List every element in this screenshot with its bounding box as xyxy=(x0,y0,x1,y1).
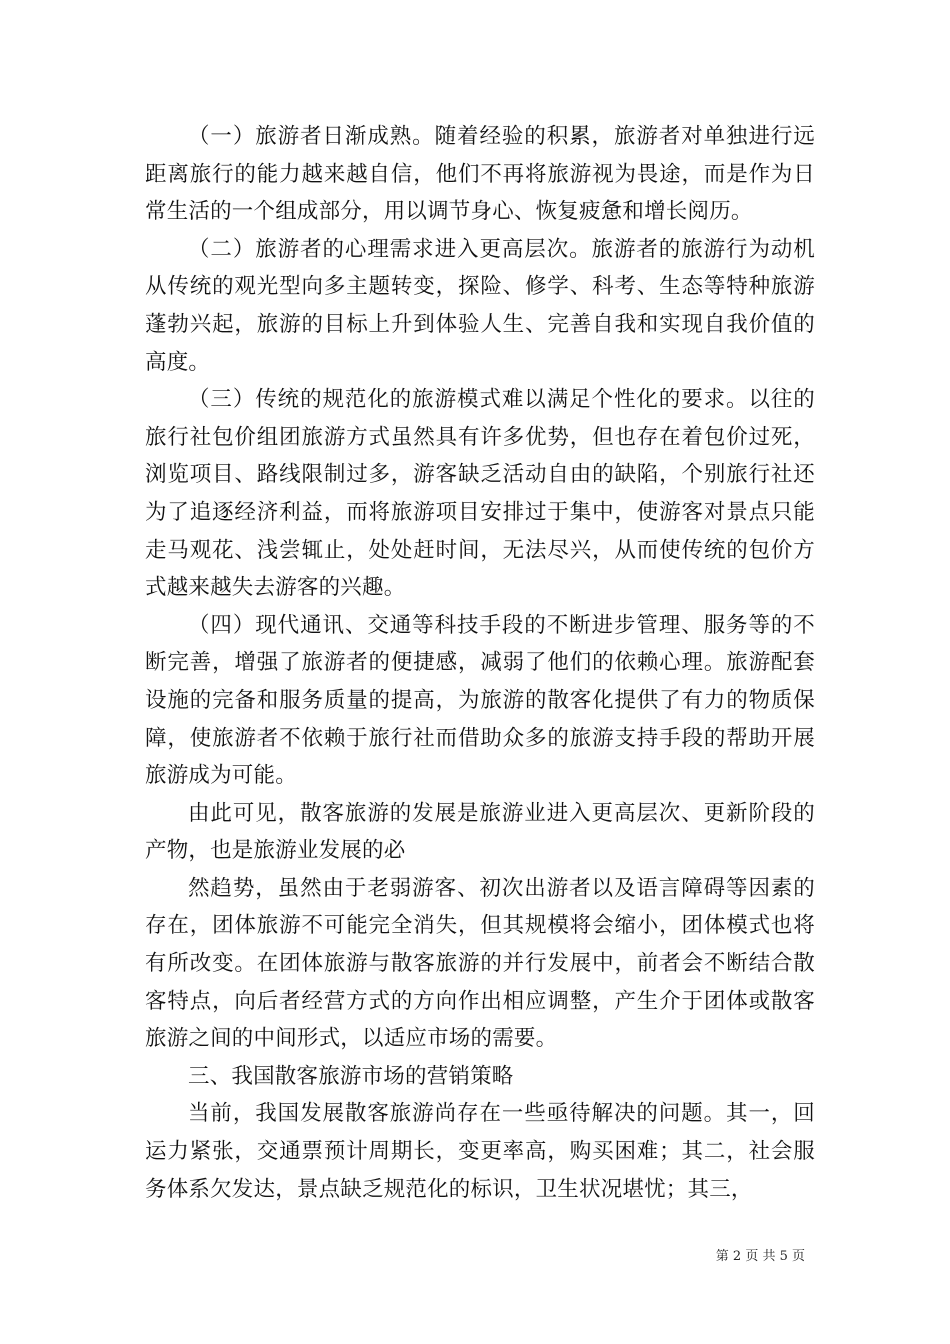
paragraph-8: 当前，我国发展散客旅游尚存在一些亟待解决的问题。其一，回运力紧张，交通票预计周期长，变更率高，购买困难；其二，社会服务体系欠发达，景点缺乏规范化的标识，卫生状况堪忧；其三， xyxy=(145,1101,815,1202)
paragraph-2: （二）旅游者的心理需求进入更高层次。旅游者的旅游行为动机从传统的观光型向多主题转变，探险、修学、科考、生态等特种旅游蓬勃兴起，旅游的目标上升到体验人生、完善自我和实现自我价值的高度。 xyxy=(145,236,815,375)
paragraph-5: 由此可见，散客旅游的发展是旅游业进入更高层次、更新阶段的产物，也是旅游业发展的必 xyxy=(145,800,815,864)
page-number-footer: 第 2 页 共 5 页 xyxy=(715,1249,805,1264)
paragraph-3: （三）传统的规范化的旅游模式难以满足个性化的要求。以往的旅行社包价组团旅游方式虽然具有许多优势，但也存在着包价过死，浏览项目、路线限制过多，游客缺乏活动自由的缺陷，个别旅行社还为了追逐经济利益，而将旅游项目安排过于集中，使游客对景点只能走马观花、浅尝辄止，处处赶时间，无法尽兴，从而使传统的包价方式越来越失去游客的兴趣。 xyxy=(145,387,815,601)
section-heading: 三、我国散客旅游市场的营销策略 xyxy=(188,1063,514,1089)
paragraph-1: （一）旅游者日渐成熟。随着经验的积累，旅游者对单独进行远距离旅行的能力越来越自信，他们不再将旅游视为畏途，而是作为日常生活的一个组成部分，用以调节身心、恢复疲惫和增长阅历。 xyxy=(145,124,815,225)
paragraph-4: （四）现代通讯、交通等科技手段的不断进步管理、服务等的不断完善，增强了旅游者的便捷感，减弱了他们的依赖心理。旅游配套设施的完备和服务质量的提高，为旅游的散客化提供了有力的物质保障，使旅游者不依赖于旅行社而借助众多的旅游支持手段的帮助开展旅游成为可能。 xyxy=(145,612,815,789)
document-body xyxy=(145,118,815,1208)
paragraph-6: 然趋势，虽然由于老弱游客、初次出游者以及语言障碍等因素的存在，团体旅游不可能完全消失，但其规模将会缩小，团体模式也将有所改变。在团体旅游与散客旅游的并行发展中，前者会不断结合散客特点，向后者经营方式的方向作出相应调整，产生介于团体或散客旅游之间的中间形式，以适应市场的需要。 xyxy=(145,875,815,1052)
